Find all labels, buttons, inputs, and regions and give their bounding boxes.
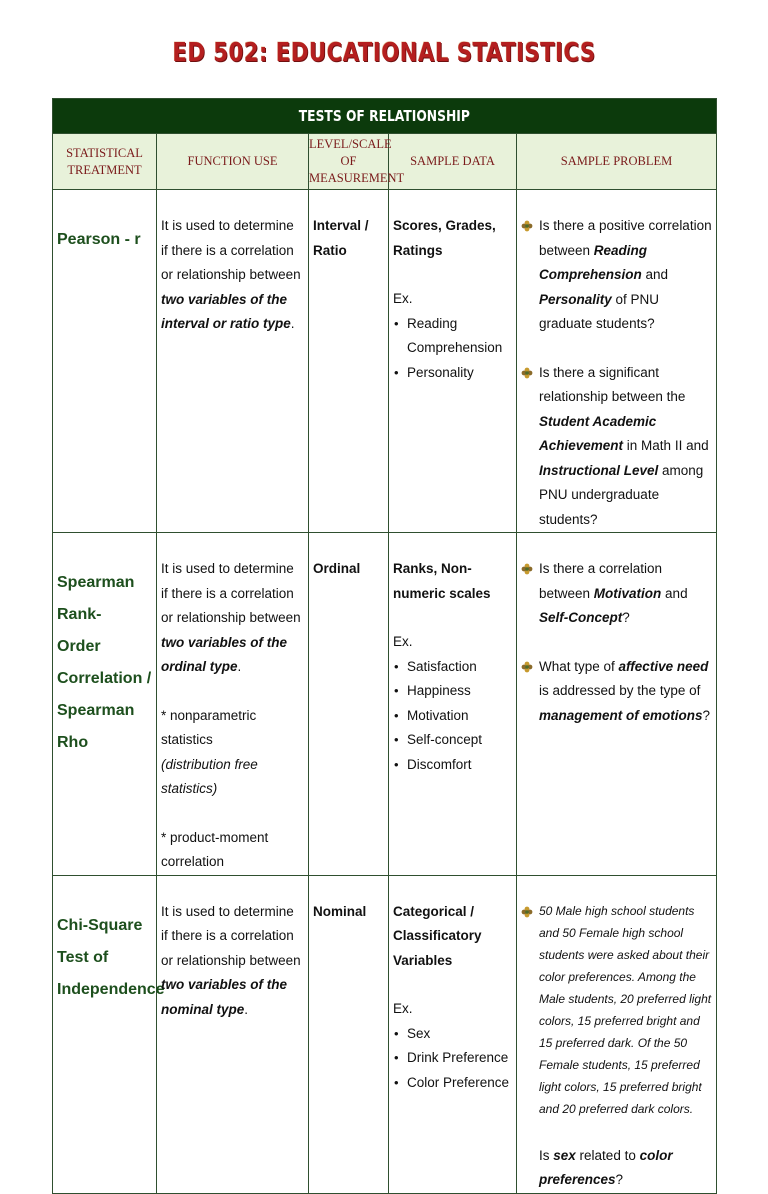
table-row xyxy=(53,875,717,1193)
list-item: • Personality xyxy=(393,361,512,386)
function-cell: It is used to determine if there is a correlation or relationship between two variables of the ordinal type. * nonparametric statistics (distribution free statistics) * product-moment correlation xyxy=(157,533,309,876)
level-cell: Interval / Ratio xyxy=(309,190,389,533)
sample-problem-cell xyxy=(517,875,717,1193)
function-cell: It is used to determine if there is a correlation or relationship between two variables of the nominal type. xyxy=(157,875,309,1193)
flower-bullet-icon xyxy=(521,563,533,575)
flower-bullet-icon xyxy=(521,661,533,673)
list-item: • Discomfort xyxy=(393,753,512,778)
function-cell: It is used to determine if there is a correlation or relationship between two variables of the interval or ratio type. xyxy=(157,190,309,533)
flower-bullet-icon xyxy=(521,367,533,379)
treatment-cell xyxy=(53,190,157,533)
header-sample-data: SAMPLE DATA xyxy=(389,134,517,190)
list-item: 50 Male high school students and 50 Female high school students were asked about their color preferences. Among the Male students, 20 preferred light colors, 15 preferred bright and 15 preferred dark. Of the 50 Female students, 15 preferred light colors, 15 preferred bright and 20 preferred dark colors. xyxy=(521,900,712,1120)
level-cell: Ordinal xyxy=(309,533,389,876)
relationship-table xyxy=(52,98,717,1194)
question-line: Is sex related to color preferences? xyxy=(539,1147,673,1187)
level-cell: Nominal xyxy=(309,875,389,1193)
flower-bullet-icon xyxy=(521,220,533,232)
list-item: • Happiness xyxy=(393,679,512,704)
sample-data-cell: Ranks, Non-numeric scales Ex. • Satisfaction • Happiness • Motivation • Self-concept • Discomfort xyxy=(389,533,517,876)
list-item: • Motivation xyxy=(393,704,512,729)
table-row xyxy=(53,190,717,533)
list-item: • Sex xyxy=(393,1022,512,1047)
list-item: • Satisfaction xyxy=(393,655,512,680)
list-item: Is there a correlation between Motivation and Self-Concept? xyxy=(521,557,712,631)
flower-bullet-icon xyxy=(521,906,533,918)
list-item: What type of affective need is addressed by the type of management of emotions? xyxy=(521,655,712,729)
list-item: Is there a significant relationship between the Student Academic Achievement in Math II and Instructional Level among PNU undergraduate students? xyxy=(521,361,712,533)
sample-problem-cell xyxy=(517,190,717,533)
list-item: • Self-concept xyxy=(393,728,512,753)
table-banner: TESTS OF RELATIONSHIP xyxy=(53,99,717,134)
sample-problem-cell xyxy=(517,533,717,876)
list-item: • Reading Comprehension xyxy=(393,312,512,361)
header-level: LEVEL/SCALE OF MEASUREMENT xyxy=(309,134,389,190)
table-row xyxy=(53,533,717,876)
sample-data-cell: Categorical / Classificatory Variables Ex. • Sex • Drink Preference • Color Preference xyxy=(389,875,517,1193)
treatment-cell xyxy=(53,875,165,1193)
treatment-name: Spearman Rank- Order Correlation / Spearman Rho xyxy=(57,574,152,751)
list-item: • Drink Preference xyxy=(393,1046,512,1071)
sample-data-cell: Scores, Grades, Ratings Ex. • Reading Comprehension • Personality xyxy=(389,190,517,533)
header-sample-problem: SAMPLE PROBLEM xyxy=(517,134,717,190)
treatment-name: Pearson - r xyxy=(57,231,141,248)
treatment-cell xyxy=(53,533,157,876)
page-title: ED 502: EDUCATIONAL STATISTICS xyxy=(172,38,596,68)
treatment-name: Chi-Square Test of Independence xyxy=(57,916,165,998)
list-item: Is there a positive correlation between Reading Comprehension and Personality of PNU graduate students? xyxy=(521,214,712,337)
header-function: FUNCTION USE xyxy=(157,134,309,190)
list-item: • Color Preference xyxy=(393,1071,512,1096)
header-treatment: STATISTICAL TREATMENT xyxy=(53,134,157,190)
